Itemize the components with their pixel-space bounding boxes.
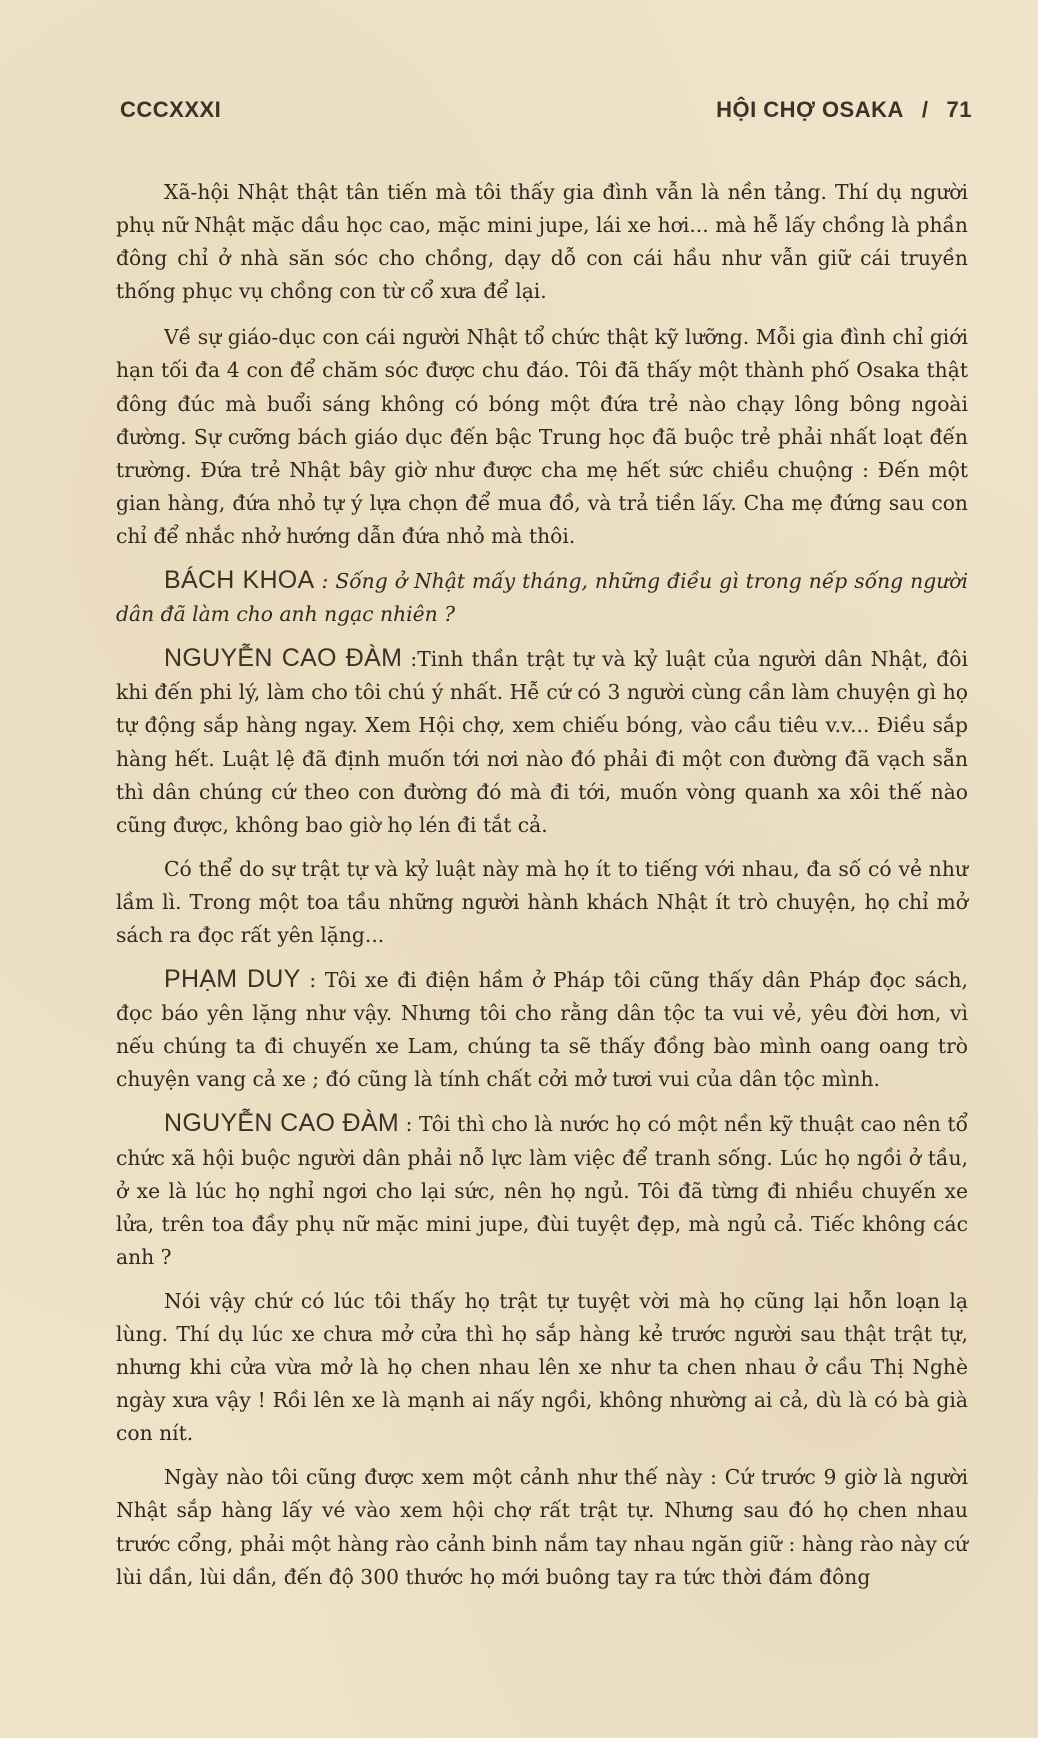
header-separator: / bbox=[921, 97, 929, 122]
paragraph-text: Có thể do sự trật tự và kỷ luật này mà họ ít to tiếng với nhau, đa số có vẻ như lầm lì. Trong một toa tầu những người hành khách Nhật ít trò chuyện, họ chỉ mở sách ra đọc rất yên lặng... bbox=[116, 856, 968, 947]
paragraph-text: Ngày nào tôi cũng được xem một cảnh như thế này : Cứ trước 9 giờ là người Nhật sắp hàng lấy vé vào xem hội chợ rất trật tự. Nhưng sau đó họ chen nhau trước cổng, phải một hàng rào cảnh binh nắm tay nhau ngăn giữ : hàng rào này cứ lùi dần, lùi dần, đến độ 300 thước họ mới buông tay ra tức thời đám đông bbox=[116, 1465, 968, 1589]
paragraph bbox=[116, 853, 968, 952]
paragraph bbox=[116, 1461, 968, 1593]
running-title: HỘI CHỢ OSAKA bbox=[716, 97, 904, 122]
chapter-number: CCCXXXI bbox=[120, 97, 222, 122]
paragraph-text: Xã-hội Nhật thật tân tiến mà tôi thấy gia đình vẫn là nền tảng. Thí dụ người phụ nữ Nhật mặc dầu học cao, mặc mini jupe, lái xe hơi... mà hễ lấy chồng là phần đông chỉ ở nhà săn sóc cho chồng, dạy dỗ con cái hầu như vẫn giữ cái truyền thống phục vụ chồng con từ cổ xưa để lại. bbox=[116, 180, 968, 304]
paragraph-text: Về sự giáo-dục con cái người Nhật tổ chức thật kỹ lưỡng. Mỗi gia đình chỉ giới hạn tối đa 4 con để chăm sóc được chu đáo. Tôi đã thấy một thành phố Osaka thật đông đúc mà buổi sáng không có bóng một đứa trẻ nào chạy lông bông ngoài đường. Sự cưỡng bách giáo dục đến bậc Trung học đã buộc trẻ phải nhất loạt đến trường. Đứa trẻ Nhật bây giờ như được cha mẹ hết sức chiều chuộng : Đến một gian hàng, đứa nhỏ tự ý lựa chọn để mua đồ, và trả tiền lấy. Cha mẹ đứng sau con chỉ để nhắc nhở hướng dẫn đứa nhỏ mà thôi. bbox=[116, 325, 968, 548]
speaker-name: NGUYỄN CAO ĐÀM bbox=[164, 644, 403, 673]
body-text bbox=[116, 176, 968, 1605]
paragraph-text: : Sống ở Nhật mấy tháng, những điều gì trong nếp sống người dân đã làm cho anh ngạc nhiên ? bbox=[116, 569, 968, 627]
paragraph-text: : Tôi xe đi điện hầm ở Pháp tôi cũng thấy dân Pháp đọc sách, đọc báo yên lặng như vậy. Nhưng tôi cho rằng dân tộc ta vui vẻ, yêu đời hơn, vì nếu chúng ta đi chuyến xe Lam, chúng ta sẽ thấy đồng bào mình oang oang trò chuyện vang cả xe ; đó cũng là tính chất cởi mở tươi vui của dân tộc mình. bbox=[116, 968, 968, 1092]
paragraph-text: : Tôi thì cho là nước họ có một nền kỹ thuật cao nên tổ chức xã hội buộc người dân phải nỗ lực làm việc để tranh sống. Lúc họ ngồi ở tầu, ở xe là lúc họ nghỉ ngơi cho lại sức, nên họ ngủ. Tôi đã từng đi nhiều chuyến xe lửa, trên toa đầy phụ nữ mặc mini jupe, đùi tuyệt đẹp, mà ngủ cả. Tiếc không các anh ? bbox=[116, 1112, 968, 1269]
header-right bbox=[716, 97, 972, 123]
paragraph bbox=[116, 642, 968, 842]
page-header bbox=[120, 90, 972, 130]
page-number: 71 bbox=[946, 97, 972, 122]
paragraph bbox=[116, 564, 968, 631]
speaker-name: BÁCH KHOA bbox=[164, 566, 315, 595]
paragraph bbox=[116, 963, 968, 1096]
paragraph-text: :Tinh thần trật tự và kỷ luật của người dân Nhật, đôi khi đến phi lý, làm cho tôi chú ý nhất. Hễ cứ có 3 người cùng cần làm chuyện gì họ tự động sắp hàng ngay. Xem Hội chợ, xem chiếu bóng, vào cầu tiêu v.v... Điều sắp hàng hết. Luật lệ đã định muốn tới nơi nào đó phải đi một con đường đã vạch sẵn thì dân chúng cứ theo con đường đó mà đi tới, muốn vòng quanh xa xôi thế nào cũng được, không bao giờ họ lén đi tắt cả. bbox=[116, 647, 968, 837]
speaker-name: PHẠM DUY bbox=[164, 965, 301, 994]
paragraph-text: Nói vậy chứ có lúc tôi thấy họ trật tự tuyệt vời mà họ cũng lại hỗn loạn lạ lùng. Thí dụ lúc xe chưa mở cửa thì họ sắp hàng kẻ trước người sau thật trật tự, nhưng khi cửa vừa mở là họ chen nhau lên xe như ta chen nhau ở cầu Thị Nghè ngày xưa vậy ! Rồi lên xe là mạnh ai nấy ngồi, không nhường ai cả, dù là có bà già con nít. bbox=[116, 1288, 968, 1446]
paragraph bbox=[116, 321, 968, 553]
paragraph bbox=[116, 1107, 968, 1273]
paragraph bbox=[116, 1285, 968, 1450]
paragraph bbox=[116, 176, 968, 308]
speaker-name: NGUYỄN CAO ĐÀM bbox=[164, 1109, 400, 1138]
